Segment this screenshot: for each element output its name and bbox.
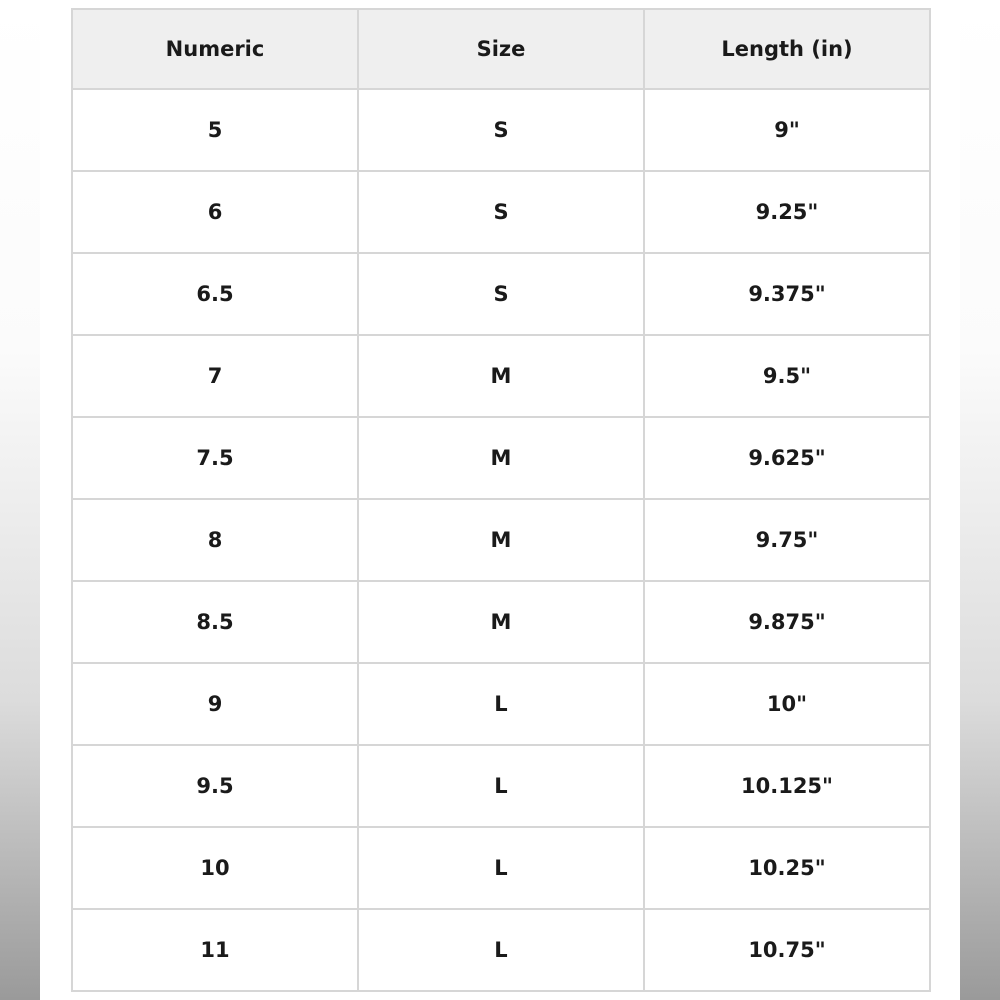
cell-length: 9.375": [644, 253, 930, 335]
table-row: [72, 171, 930, 253]
table-row: [72, 417, 930, 499]
cell-length: 9.75": [644, 499, 930, 581]
cell-size: L: [358, 827, 644, 909]
cell-length: 9.875": [644, 581, 930, 663]
table-row: [72, 335, 930, 417]
right-shadow-edge: [960, 0, 1000, 1000]
cell-numeric: 7.5: [72, 417, 358, 499]
cell-numeric: 9.5: [72, 745, 358, 827]
table-row: [72, 909, 930, 991]
cell-size: S: [358, 171, 644, 253]
table-row: [72, 827, 930, 909]
header-size: Size: [358, 9, 644, 89]
cell-numeric: 8.5: [72, 581, 358, 663]
cell-size: M: [358, 499, 644, 581]
table-body: [72, 89, 930, 991]
size-chart-sheet: [40, 0, 960, 1000]
cell-length: 10.125": [644, 745, 930, 827]
cell-length: 9.5": [644, 335, 930, 417]
table-row: [72, 745, 930, 827]
cell-size: L: [358, 909, 644, 991]
header-numeric: Numeric: [72, 9, 358, 89]
cell-size: L: [358, 745, 644, 827]
cell-length: 9.625": [644, 417, 930, 499]
table-row: [72, 89, 930, 171]
table-row: [72, 499, 930, 581]
cell-size: M: [358, 335, 644, 417]
table-row: [72, 663, 930, 745]
table-row: [72, 581, 930, 663]
cell-numeric: 6.5: [72, 253, 358, 335]
cell-numeric: 10: [72, 827, 358, 909]
cell-numeric: 9: [72, 663, 358, 745]
cell-length: 10.25": [644, 827, 930, 909]
cell-size: L: [358, 663, 644, 745]
cell-size: M: [358, 417, 644, 499]
cell-length: 10.75": [644, 909, 930, 991]
cell-size: M: [358, 581, 644, 663]
cell-numeric: 6: [72, 171, 358, 253]
size-chart-table: [71, 8, 931, 992]
table-row: [72, 253, 930, 335]
header-length: Length (in): [644, 9, 930, 89]
cell-numeric: 11: [72, 909, 358, 991]
cell-length: 9": [644, 89, 930, 171]
cell-length: 10": [644, 663, 930, 745]
cell-length: 9.25": [644, 171, 930, 253]
cell-numeric: 7: [72, 335, 358, 417]
cell-size: S: [358, 89, 644, 171]
cell-size: S: [358, 253, 644, 335]
left-shadow-edge: [0, 0, 40, 1000]
table-header: [72, 9, 930, 89]
header-row: [72, 9, 930, 89]
cell-numeric: 5: [72, 89, 358, 171]
cell-numeric: 8: [72, 499, 358, 581]
